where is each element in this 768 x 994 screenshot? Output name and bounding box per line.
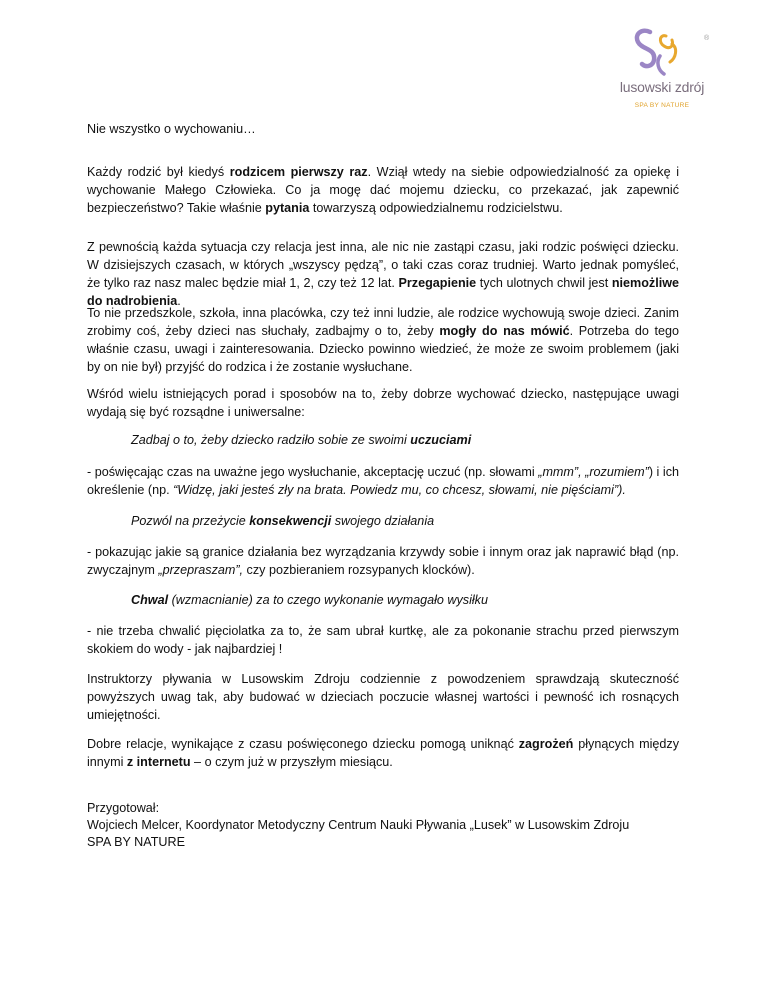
text-run: Każdy rodzić był kiedyś xyxy=(87,165,230,179)
italic-text: “Widzę, jaki jesteś zły na brata. Powiedz mu, co chcesz, słowami, nie pięściami”). xyxy=(173,483,626,497)
paragraph-4: Wśród wielu istniejących porad i sposobów na to, żeby dobrze wychować dziecko, następujące uwagi wydają się być rozsądne i uniwersalne: xyxy=(87,387,679,419)
text-run: . Wziął wtedy na siebie odpowiedzialność za opiekę i wychowanie Małego Człowieka. Co ja mogę dać mojemu dziecku, co przekazać, jak zapewnić bezpieczeństwo? Takie właśnie xyxy=(87,165,679,215)
tip-1-heading xyxy=(131,431,471,449)
bold-text: Chwal xyxy=(131,593,169,607)
text-run: - pokazując jakie są granice działania bez wyrządzania krzywdy sobie i innym oraz jak naprawić błąd (np. zwyczajnym xyxy=(87,545,679,577)
lusowski-zdroj-logo xyxy=(612,26,712,114)
bold-text: mogły do nas mówić xyxy=(439,324,570,338)
bold-text: niemożliwe do nadrobienia xyxy=(87,276,680,308)
text-run: . xyxy=(177,294,181,308)
bold-text: Przegapienie xyxy=(398,276,477,290)
brand-name: lusowski zdrój xyxy=(619,79,705,95)
brand-tagline: SPA BY NATURE xyxy=(634,102,690,109)
text-run: To nie przedszkole, szkoła, inna placówka, czy też inni ludzie, ale rodzice wychowują swoje dzieci. Zanim zrobimy coś, żeby dzieci nas słuchały, zadbajmy o to, żeby xyxy=(87,306,679,338)
bold-text: pytania xyxy=(265,201,310,215)
paragraph-6 xyxy=(87,735,679,771)
text-run: ) i ich określenie (np. xyxy=(87,465,679,497)
text-run: - poświęcając czas na uważne jego wysłuchanie, akceptację uczuć (np. słowami xyxy=(87,465,539,479)
text-run: towarzyszą odpowiedzialnemu rodzicielstwu. xyxy=(309,201,563,215)
tip-3-heading xyxy=(131,591,488,609)
text-run: Dobre relacje, wynikające z czasu poświęconego dziecku pomogą uniknąć xyxy=(87,737,519,751)
bold-text: zagrożeń xyxy=(518,737,574,751)
text-run: . Potrzeba do tego właśnie czasu, uwagi i zainteresowania. Dziecko powinno wiedzieć, że może ze swoim problemem (jaki by on nie był) przyjść do rodzica i że zostanie wysłuchane. xyxy=(87,324,680,374)
text-run: swojego działania xyxy=(331,514,435,528)
signature-org: SPA BY NATURE xyxy=(87,835,185,849)
registered-mark: ® xyxy=(704,35,710,42)
bold-text: konsekwencji xyxy=(249,514,332,528)
text-run: tych ulotnych chwil jest xyxy=(476,276,612,290)
document-title: Nie wszystko o wychowaniu… xyxy=(87,122,256,136)
bold-text: uczuciami xyxy=(410,433,472,447)
italic-text: „przepraszam”, xyxy=(158,563,244,577)
paragraph-1 xyxy=(87,163,679,217)
tip-2-text xyxy=(87,543,679,579)
logo-swirl-icon xyxy=(620,26,704,80)
paragraph-5: Instruktorzy pływania w Lusowskim Zdroju codziennie z powodzeniem sprawdzają skuteczność powyższych uwag tak, aby budować w dzieciach poczucie własnej wartości i pewność ich rosnących umiejętności. xyxy=(87,672,679,722)
text-run: – o czym już w przyszłym miesiącu. xyxy=(190,755,393,769)
signature-author: Wojciech Melcer, Koordynator Metodyczny Centrum Nauki Pływania „Lusek” w Lusowskim Zdroju xyxy=(87,818,630,832)
tip-3-text: - nie trzeba chwalić pięciolatka za to, że sam ubrał kurtkę, ale za pokonanie strachu przed pierwszym skokiem do wody - jak najbardziej ! xyxy=(87,624,679,656)
text-run: płynących między innymi xyxy=(87,737,679,769)
text-run: czy pozbieraniem rozsypanych klocków). xyxy=(243,563,475,577)
tip-2-heading xyxy=(131,512,434,530)
paragraph-3 xyxy=(87,304,679,376)
tip-1-text xyxy=(87,463,679,499)
bold-text: rodzicem pierwszy raz xyxy=(229,165,368,179)
italic-text: „mmm”, „rozumiem” xyxy=(538,465,649,479)
paragraph-2 xyxy=(87,238,679,310)
text-run: Zadbaj o to, żeby dziecko radziło sobie ze swoimi xyxy=(131,433,411,447)
text-run: (wzmacnianie) za to czego wykonanie wymagało wysiłku xyxy=(168,593,488,607)
bold-text: z internetu xyxy=(126,755,191,769)
text-run: Z pewnością każda sytuacja czy relacja jest inna, ale nic nie zastąpi czasu, jaki rodzic poświęci dziecku. W dzisiejszych czasach, w których „wszyscy pędzą”, o taki czas coraz trudniej. Warto jednak pomyśleć, że tylko raz nasz malec będzie miał 1, 2, czy też 12 lat. xyxy=(87,240,679,290)
signature-label: Przygotował: xyxy=(87,801,160,815)
text-run: Pozwól na przeżycie xyxy=(131,514,250,528)
